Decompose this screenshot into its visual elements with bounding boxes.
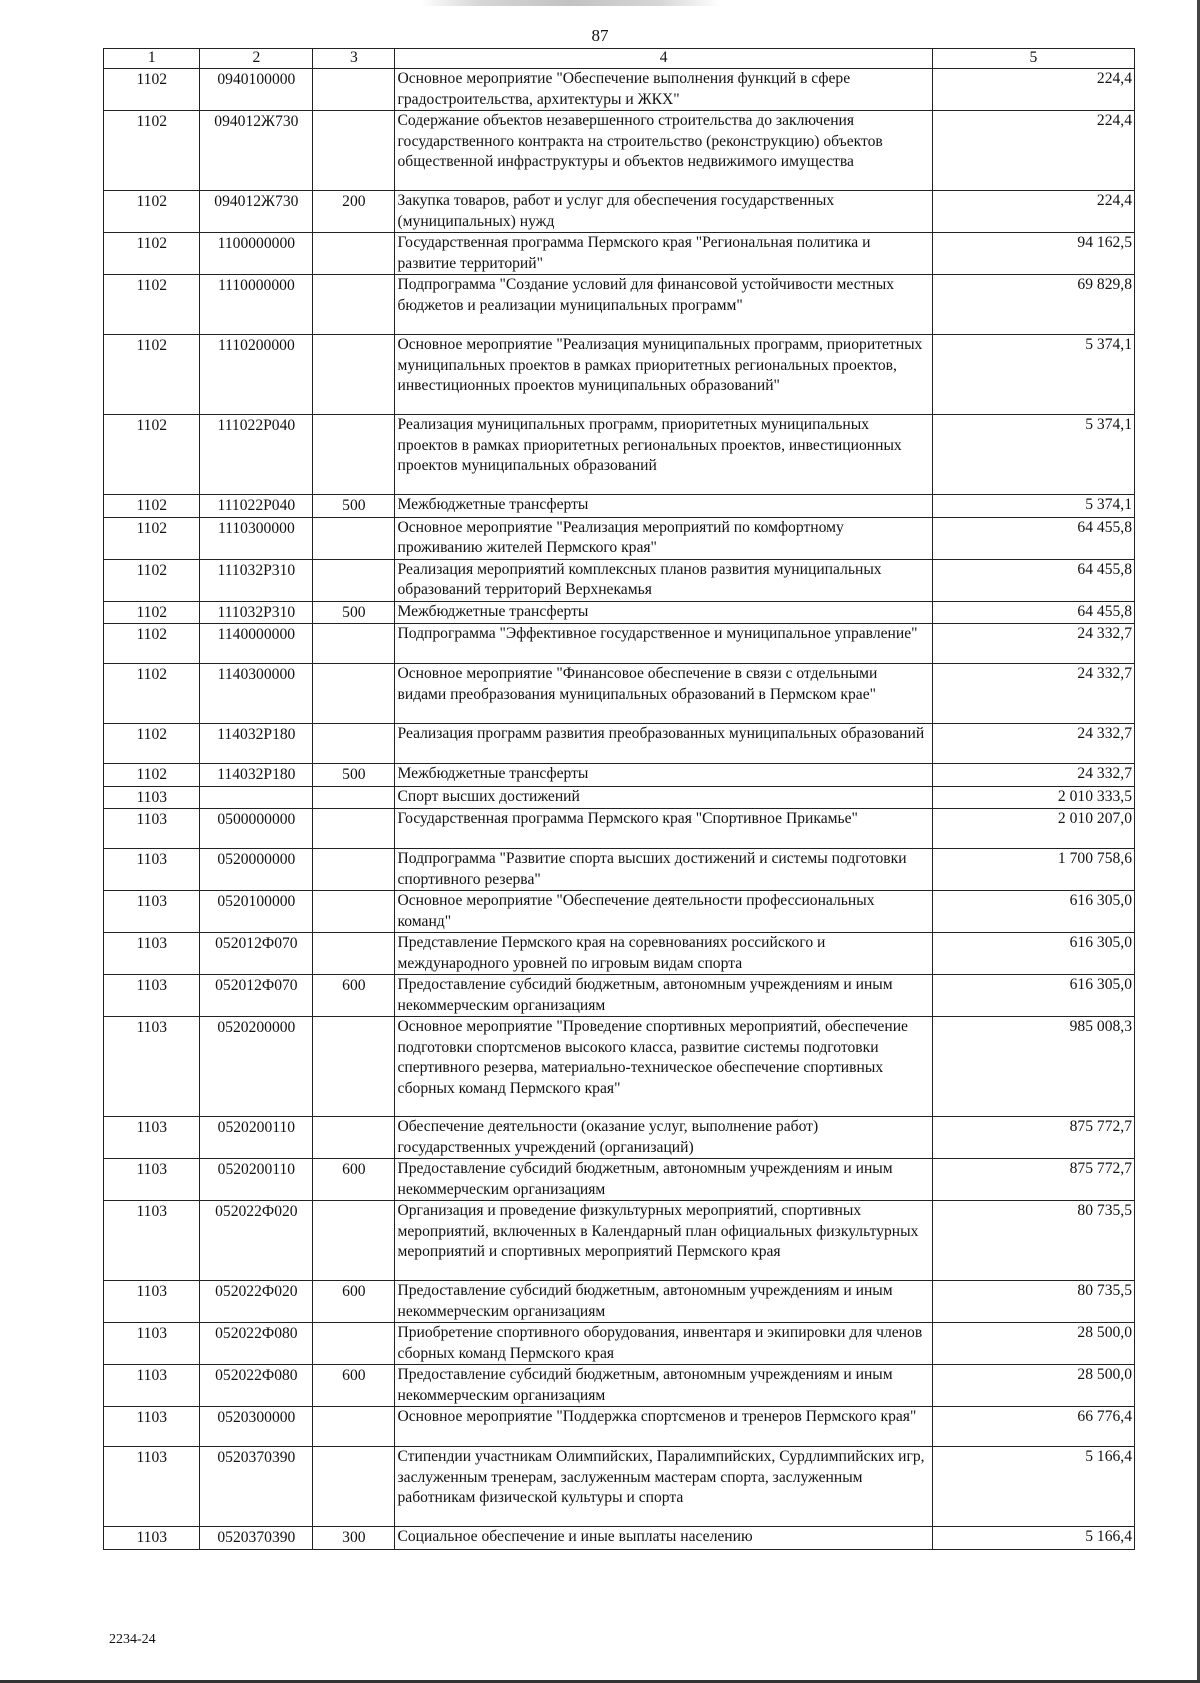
cell-section: 1103 xyxy=(104,891,200,933)
cell-target-code: 111032Р310 xyxy=(200,559,313,601)
cell-name: Предоставление субсидий бюджетным, автономным учреждениям и иным некоммерческим организациям xyxy=(395,1281,932,1323)
cell-expense-type: 600 xyxy=(313,975,395,1017)
header-col-5: 5 xyxy=(932,49,1134,69)
cell-expense-type xyxy=(313,849,395,891)
cell-target-code: 0520370390 xyxy=(200,1527,313,1550)
cell-section: 1103 xyxy=(104,1017,200,1117)
cell-amount: 66 776,4 xyxy=(932,1407,1134,1447)
cell-section: 1103 xyxy=(104,933,200,975)
cell-section: 1102 xyxy=(104,664,200,724)
table-row xyxy=(104,275,1135,335)
cell-name: Стипендии участникам Олимпийских, Паралимпийских, Сурдлимпийских игр, заслуженным тренерам, заслуженным мастерам спорта, заслуженным работникам физической культуры и спорта xyxy=(395,1447,932,1527)
table-row xyxy=(104,1281,1135,1323)
cell-expense-type xyxy=(313,233,395,275)
cell-expense-type: 500 xyxy=(313,495,395,518)
cell-name: Межбюджетные трансферты xyxy=(395,601,932,624)
cell-expense-type xyxy=(313,559,395,601)
cell-amount: 5 166,4 xyxy=(932,1527,1134,1550)
cell-section: 1102 xyxy=(104,624,200,664)
cell-name: Реализация программ развития преобразованных муниципальных образований xyxy=(395,724,932,764)
table-header xyxy=(104,49,1135,69)
table-row xyxy=(104,335,1135,415)
cell-target-code: 114032Р180 xyxy=(200,764,313,787)
table-row xyxy=(104,1365,1135,1407)
cell-name: Приобретение спортивного оборудования, инвентаря и экипировки для членов сборных команд Пермского края xyxy=(395,1323,932,1365)
cell-amount: 69 829,8 xyxy=(932,275,1134,335)
cell-name: Основное мероприятие "Финансовое обеспечение в связи с отдельными видами преобразования муниципальных образований в Пермском крае" xyxy=(395,664,932,724)
table-row xyxy=(104,786,1135,809)
cell-target-code: 0520200000 xyxy=(200,1017,313,1117)
cell-expense-type xyxy=(313,1117,395,1159)
cell-expense-type xyxy=(313,933,395,975)
cell-section: 1103 xyxy=(104,809,200,849)
table-row xyxy=(104,624,1135,664)
cell-section: 1103 xyxy=(104,1407,200,1447)
cell-target-code: 0520200110 xyxy=(200,1117,313,1159)
table-row xyxy=(104,975,1135,1017)
table-row xyxy=(104,1447,1135,1527)
cell-amount: 875 772,7 xyxy=(932,1117,1134,1159)
cell-name: Спорт высших достижений xyxy=(395,786,932,809)
cell-expense-type xyxy=(313,664,395,724)
cell-amount: 24 332,7 xyxy=(932,724,1134,764)
cell-section: 1102 xyxy=(104,764,200,787)
table-row xyxy=(104,191,1135,233)
cell-target-code: 094012Ж730 xyxy=(200,111,313,191)
cell-target-code: 052022Ф020 xyxy=(200,1281,313,1323)
cell-expense-type xyxy=(313,1201,395,1281)
cell-target-code: 114032Р180 xyxy=(200,724,313,764)
cell-amount: 616 305,0 xyxy=(932,891,1134,933)
cell-expense-type: 500 xyxy=(313,601,395,624)
cell-section: 1102 xyxy=(104,495,200,518)
cell-amount: 616 305,0 xyxy=(932,975,1134,1017)
cell-amount: 875 772,7 xyxy=(932,1159,1134,1201)
cell-expense-type: 500 xyxy=(313,764,395,787)
cell-name: Государственная программа Пермского края "Региональная политика и развитие территорий" xyxy=(395,233,932,275)
cell-section: 1102 xyxy=(104,191,200,233)
table-row xyxy=(104,1117,1135,1159)
cell-amount: 28 500,0 xyxy=(932,1323,1134,1365)
cell-target-code: 0520370390 xyxy=(200,1447,313,1527)
cell-target-code: 052022Ф080 xyxy=(200,1323,313,1365)
cell-section: 1102 xyxy=(104,335,200,415)
cell-name: Основное мероприятие "Проведение спортивных мероприятий, обеспечение подготовки спортсменов высокого класса, развитие системы подготовки спертивного резерва, материально-техническое обеспечение спортивных сборных команд Пермского края" xyxy=(395,1017,932,1117)
cell-expense-type: 600 xyxy=(313,1281,395,1323)
cell-target-code: 052022Ф080 xyxy=(200,1365,313,1407)
cell-name: Реализация мероприятий комплексных планов развития муниципальных образований территорий Верхнекамья xyxy=(395,559,932,601)
cell-expense-type xyxy=(313,335,395,415)
cell-name: Предоставление субсидий бюджетным, автономным учреждениям и иным некоммерческим организациям xyxy=(395,1159,932,1201)
cell-target-code: 0520100000 xyxy=(200,891,313,933)
cell-amount: 5 374,1 xyxy=(932,495,1134,518)
table-row xyxy=(104,233,1135,275)
table-row xyxy=(104,495,1135,518)
cell-amount: 5 374,1 xyxy=(932,415,1134,495)
table-row xyxy=(104,1407,1135,1447)
cell-amount: 1 700 758,6 xyxy=(932,849,1134,891)
table-row xyxy=(104,933,1135,975)
cell-name: Подпрограмма "Развитие спорта высших достижений и системы подготовки спортивного резерва" xyxy=(395,849,932,891)
cell-section: 1103 xyxy=(104,975,200,1017)
cell-amount: 224,4 xyxy=(932,69,1134,111)
table-row xyxy=(104,415,1135,495)
cell-target-code: 1110000000 xyxy=(200,275,313,335)
cell-section: 1103 xyxy=(104,1159,200,1201)
cell-name: Основное мероприятие "Обеспечение выполнения функций в сфере градостроительства, архитектуры и ЖКХ" xyxy=(395,69,932,111)
cell-amount: 64 455,8 xyxy=(932,559,1134,601)
table-row xyxy=(104,1159,1135,1201)
cell-section: 1102 xyxy=(104,111,200,191)
cell-section: 1103 xyxy=(104,1201,200,1281)
table-row xyxy=(104,1527,1135,1550)
cell-name: Содержание объектов незавершенного строительства до заключения государственного контракта на строительство (реконструкцию) объектов общественной инфраструктуры и объектов недвижимого имущества xyxy=(395,111,932,191)
cell-amount: 5 166,4 xyxy=(932,1447,1134,1527)
cell-section: 1103 xyxy=(104,1447,200,1527)
cell-amount: 5 374,1 xyxy=(932,335,1134,415)
cell-section: 1103 xyxy=(104,1117,200,1159)
cell-target-code: 111022Р040 xyxy=(200,415,313,495)
cell-amount: 985 008,3 xyxy=(932,1017,1134,1117)
table-row xyxy=(104,764,1135,787)
cell-name: Реализация муниципальных программ, приоритетных муниципальных проектов в рамках приоритетных региональных проектов, инвестиционных проектов муниципальных образований xyxy=(395,415,932,495)
cell-name: Основное мероприятие "Реализация мероприятий по комфортному проживанию жителей Пермского края" xyxy=(395,517,932,559)
cell-expense-type xyxy=(313,1017,395,1117)
table-row xyxy=(104,517,1135,559)
table-body xyxy=(104,69,1135,1550)
cell-expense-type xyxy=(313,1447,395,1527)
table-row xyxy=(104,891,1135,933)
cell-name: Основное мероприятие "Реализация муниципальных программ, приоритетных муниципальных проектов в рамках приоритетных региональных проектов, инвестиционных проектов муниципальных образований" xyxy=(395,335,932,415)
cell-name: Основное мероприятие "Поддержка спортсменов и тренеров Пермского края" xyxy=(395,1407,932,1447)
table-row xyxy=(104,69,1135,111)
cell-target-code: 1110300000 xyxy=(200,517,313,559)
cell-expense-type xyxy=(313,809,395,849)
cell-expense-type xyxy=(313,275,395,335)
cell-expense-type xyxy=(313,624,395,664)
cell-target-code: 1140000000 xyxy=(200,624,313,664)
cell-name: Подпрограмма "Создание условий для финансовой устойчивости местных бюджетов и реализации муниципальных программ" xyxy=(395,275,932,335)
cell-section: 1102 xyxy=(104,275,200,335)
cell-target-code: 0940100000 xyxy=(200,69,313,111)
cell-expense-type: 600 xyxy=(313,1365,395,1407)
cell-section: 1102 xyxy=(104,233,200,275)
cell-section: 1103 xyxy=(104,1527,200,1550)
cell-expense-type: 600 xyxy=(313,1159,395,1201)
cell-target-code: 1110200000 xyxy=(200,335,313,415)
cell-name: Межбюджетные трансферты xyxy=(395,764,932,787)
cell-section: 1103 xyxy=(104,1365,200,1407)
table-row xyxy=(104,1323,1135,1365)
table-row xyxy=(104,664,1135,724)
cell-section: 1103 xyxy=(104,1323,200,1365)
cell-name: Подпрограмма "Эффективное государственное и муниципальное управление" xyxy=(395,624,932,664)
cell-section: 1103 xyxy=(104,849,200,891)
cell-section: 1103 xyxy=(104,786,200,809)
table-row xyxy=(104,724,1135,764)
cell-target-code: 052012Ф070 xyxy=(200,933,313,975)
cell-amount: 80 735,5 xyxy=(932,1201,1134,1281)
cell-amount: 2 010 207,0 xyxy=(932,809,1134,849)
cell-name: Предоставление субсидий бюджетным, автономным учреждениям и иным некоммерческим организациям xyxy=(395,975,932,1017)
page-number: 87 xyxy=(591,26,609,45)
cell-target-code: 0520300000 xyxy=(200,1407,313,1447)
scan-artifact-top xyxy=(420,0,720,6)
cell-target-code: 0500000000 xyxy=(200,809,313,849)
cell-target-code: 1100000000 xyxy=(200,233,313,275)
cell-expense-type: 200 xyxy=(313,191,395,233)
table-row xyxy=(104,809,1135,849)
cell-amount: 24 332,7 xyxy=(932,764,1134,787)
cell-section: 1102 xyxy=(104,517,200,559)
cell-target-code: 052022Ф020 xyxy=(200,1201,313,1281)
cell-target-code: 094012Ж730 xyxy=(200,191,313,233)
cell-name: Социальное обеспечение и иные выплаты населению xyxy=(395,1527,932,1550)
cell-amount: 24 332,7 xyxy=(932,664,1134,724)
cell-amount: 224,4 xyxy=(932,111,1134,191)
cell-amount: 28 500,0 xyxy=(932,1365,1134,1407)
cell-amount: 616 305,0 xyxy=(932,933,1134,975)
header-col-3: 3 xyxy=(313,49,395,69)
cell-amount: 24 332,7 xyxy=(932,624,1134,664)
cell-target-code: 052012Ф070 xyxy=(200,975,313,1017)
cell-target-code: 1140300000 xyxy=(200,664,313,724)
cell-name: Представление Пермского края на соревнованиях российского и международного уровней по игровым видам спорта xyxy=(395,933,932,975)
cell-name: Межбюджетные трансферты xyxy=(395,495,932,518)
cell-section: 1102 xyxy=(104,559,200,601)
cell-section: 1102 xyxy=(104,69,200,111)
cell-section: 1102 xyxy=(104,601,200,624)
cell-expense-type: 300 xyxy=(313,1527,395,1550)
header-row xyxy=(104,49,1135,69)
table-row xyxy=(104,559,1135,601)
cell-expense-type xyxy=(313,891,395,933)
cell-name: Организация и проведение физкультурных мероприятий, спортивных мероприятий, включенных в Календарный план официальных физкультурных мероприятий и спортивных мероприятий Пермского края xyxy=(395,1201,932,1281)
header-col-2: 2 xyxy=(200,49,313,69)
cell-expense-type xyxy=(313,415,395,495)
header-col-1: 1 xyxy=(104,49,200,69)
cell-name: Государственная программа Пермского края "Спортивное Прикамье" xyxy=(395,809,932,849)
cell-section: 1102 xyxy=(104,415,200,495)
cell-expense-type xyxy=(313,1407,395,1447)
cell-amount: 2 010 333,5 xyxy=(932,786,1134,809)
cell-target-code: 111032Р310 xyxy=(200,601,313,624)
cell-expense-type xyxy=(313,786,395,809)
cell-amount: 64 455,8 xyxy=(932,601,1134,624)
header-col-4: 4 xyxy=(395,49,932,69)
table-row xyxy=(104,1201,1135,1281)
cell-expense-type xyxy=(313,724,395,764)
cell-section: 1103 xyxy=(104,1281,200,1323)
table-row xyxy=(104,849,1135,891)
cell-amount: 80 735,5 xyxy=(932,1281,1134,1323)
cell-expense-type xyxy=(313,111,395,191)
cell-name: Обеспечение деятельности (оказание услуг, выполнение работ) государственных учреждений (организаций) xyxy=(395,1117,932,1159)
footer-code: 2234-24 xyxy=(109,1632,156,1647)
table-row xyxy=(104,1017,1135,1117)
cell-expense-type xyxy=(313,1323,395,1365)
cell-amount: 224,4 xyxy=(932,191,1134,233)
cell-amount: 94 162,5 xyxy=(932,233,1134,275)
cell-name: Закупка товаров, работ и услуг для обеспечения государственных (муниципальных) нужд xyxy=(395,191,932,233)
table-row xyxy=(104,601,1135,624)
cell-name: Предоставление субсидий бюджетным, автономным учреждениям и иным некоммерческим организациям xyxy=(395,1365,932,1407)
cell-target-code: 0520000000 xyxy=(200,849,313,891)
cell-amount: 64 455,8 xyxy=(932,517,1134,559)
table-row xyxy=(104,111,1135,191)
cell-section: 1102 xyxy=(104,724,200,764)
cell-target-code: 0520200110 xyxy=(200,1159,313,1201)
budget-table xyxy=(103,48,1135,1550)
cell-expense-type xyxy=(313,517,395,559)
cell-expense-type xyxy=(313,69,395,111)
cell-target-code xyxy=(200,786,313,809)
cell-name: Основное мероприятие "Обеспечение деятельности профессиональных команд" xyxy=(395,891,932,933)
cell-target-code: 111022Р040 xyxy=(200,495,313,518)
